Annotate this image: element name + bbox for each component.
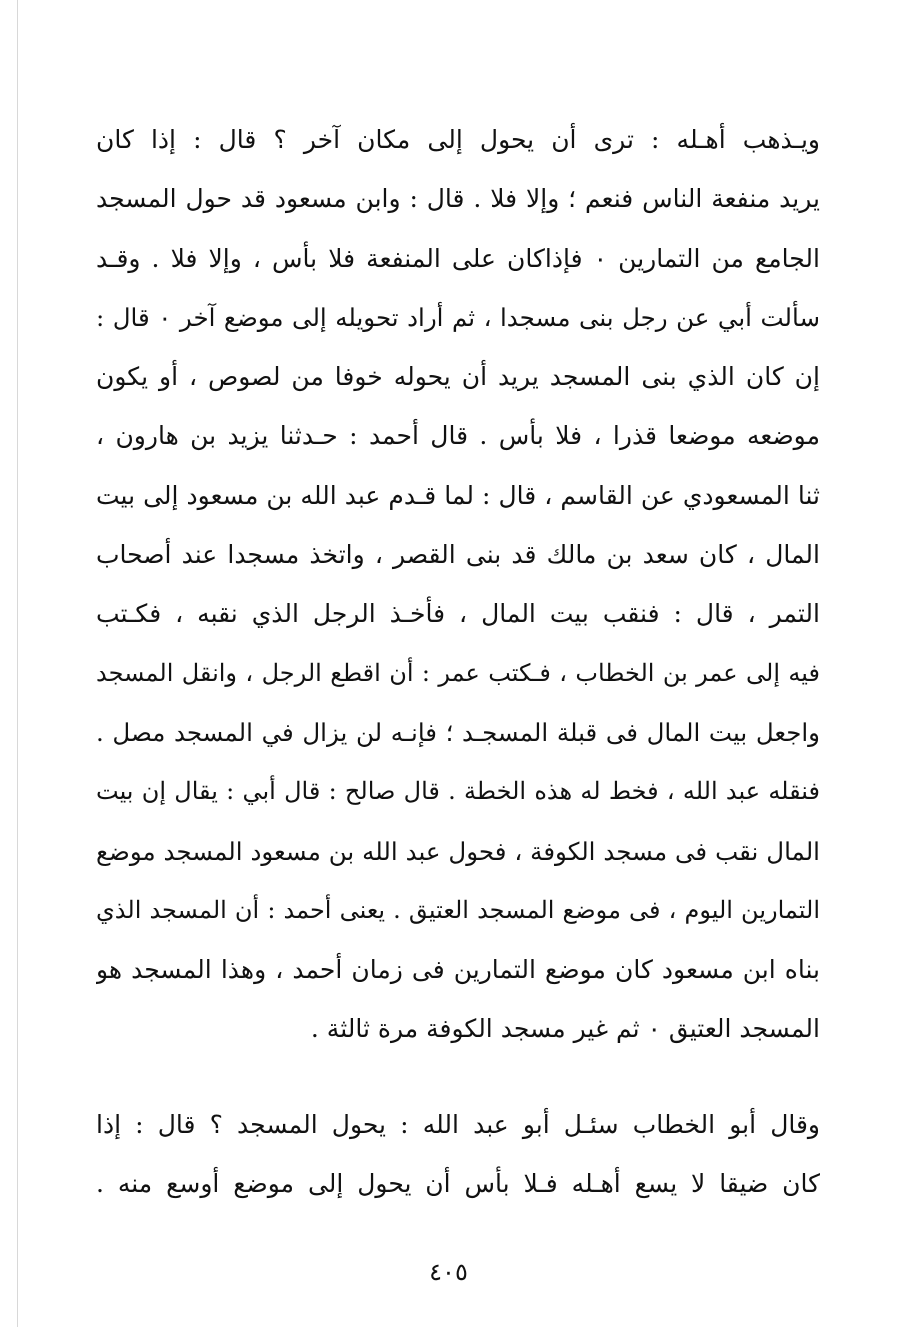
text-line: ويـذهب أهـله : ترى أن يحول إلى مكان آخر ؟ قال : إذا كان: [96, 125, 820, 154]
text-line: فنقله عبد الله ، فخط له هذه الخطة . قال صالح : قال أبي : يقال إن بيت: [96, 777, 820, 806]
text-line: فيه إلى عمر بن الخطاب ، فـكتب عمر : أن اقطع الرجل ، وانقل المسجد: [96, 658, 820, 687]
text-line: المسجد العتيق ٠ ثم غير مسجد الكوفة مرة ثالثة .: [310, 1014, 820, 1044]
text-line: المال ، كان سعد بن مالك قد بنى القصر ، واتخذ مسجدا عند أصحاب: [96, 540, 820, 570]
text-line: المال نقب فى مسجد الكوفة ، فحول عبد الله بن مسعود المسجد موضع: [96, 836, 820, 866]
text-line: الجامع من التمارين ٠ فإذاكان على المنفعة فلا بأس ، وإلا فلا . وقـد: [96, 243, 820, 273]
text-line: واجعل بيت المال فى قبلة المسجـد ؛ فإنـه لن يزال في المسجد مصل .: [96, 717, 820, 747]
text-line: موضعه موضعا قذرا ، فلا بأس . قال أحمد : حـدثنا يزيد بن هارون ،: [96, 421, 820, 451]
text-line: إن كان الذي بنى المسجد يريد أن يحوله خوفا من لصوص ، أو يكون: [96, 362, 820, 392]
paragraph-gap: [96, 1059, 820, 1095]
text-line: التمر ، قال : فنقب بيت المال ، فأخـذ الرجل الذي نقبه ، فكـتب: [96, 599, 820, 629]
text-line: يريد منفعة الناس فنعم ؛ وإلا فلا . قال : وابن مسعود قد حول المسجد: [96, 184, 820, 214]
text-line: وقال أبو الخطاب سئـل أبو عبد الله : يحول المسجد ؟ قال : إذا: [96, 1109, 820, 1139]
text-line: بناه ابن مسعود كان موضع التمارين فى زمان أحمد ، وهذا المسجد هو: [96, 955, 820, 985]
arabic-text-body: [96, 110, 820, 1213]
paragraph-1: [96, 110, 820, 1059]
text-line: التمارين اليوم ، فى موضع المسجد العتيق . يعنى أحمد : أن المسجد الذي: [96, 895, 820, 924]
text-line: سألت أبي عن رجل بنى مسجدا ، ثم أراد تحويله إلى موضع آخر ٠ قال :: [96, 302, 820, 332]
text-line: ثنا المسعودي عن القاسم ، قال : لما قـدم عبد الله بن مسعود إلى بيت: [96, 480, 820, 510]
page-number: ٤٠٥: [429, 1258, 468, 1286]
paragraph-2: [96, 1095, 820, 1214]
page-edge-rule: [17, 0, 18, 1327]
text-line: كان ضيقا لا يسع أهـله فـلا بأس أن يحول إلى موضع أوسع منه .: [96, 1169, 820, 1199]
